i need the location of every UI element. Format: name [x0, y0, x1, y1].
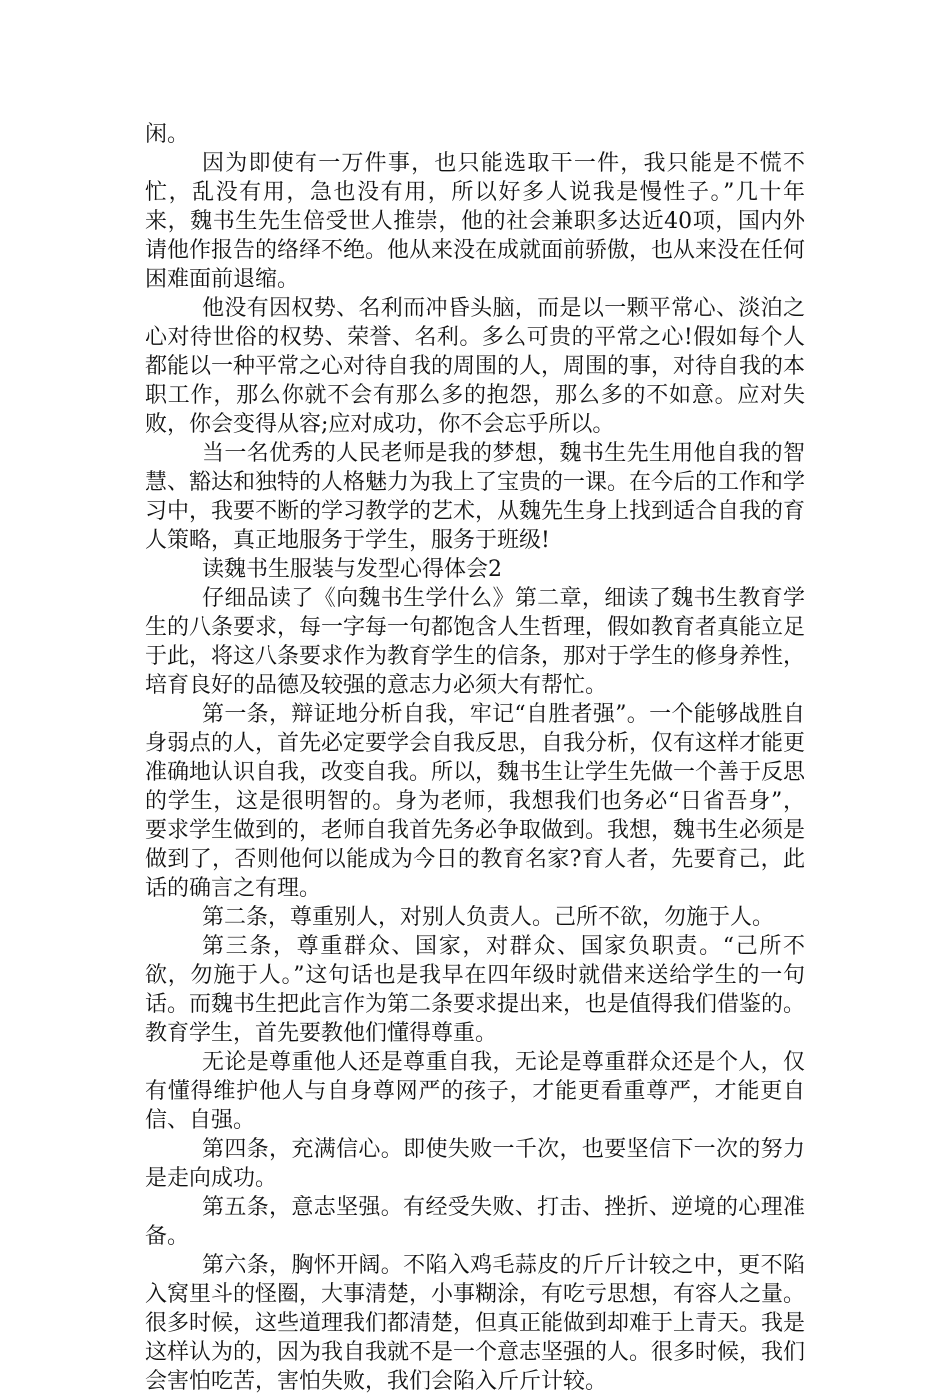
paragraph: 第一条，辩证地分析自我，牢记“自胜者强”。一个能够战胜自身弱点的人，首先必定要学会自我反思，自我分析，仅有这样才能更准确地认识自我，改变自我。所以，魏书生让学生先做一个善于反思的学生，这是很明智的。身为老师，我想我们也务必“日省吾身”，要求学生做到的，老师自我首先务必争取做到。我想，魏书生必须是做到了，否则他何以能成为今日的教育名家?育人者，先要育己，此话的确言之有理。 [145, 702, 806, 901]
paragraph: 无论是尊重他人还是尊重自我，无论是尊重群众还是个人，仅有懂得维护他人与自身尊网严的孩子，才能更看重尊严，才能更自信、自强。 [145, 1050, 805, 1133]
paragraph: 第六条，胸怀开阔。不陷入鸡毛蒜皮的斤斤计较之中，更不陷入窝里斗的怪圈，大事清楚，小事糊涂，有吃亏思想，有容人之量。很多时候，这些道理我们都清楚，但真正能做到却难于上青天。我是这样认为的，因为我自我就不是一个意志坚强的人。很多时候，我们会害怕吃苦，害怕失败，我们会陷入斤斤计较。 [145, 1253, 806, 1394]
paragraph: 第三条，尊重群众、国家，对群众、国家负职责。“己所不欲，勿施于人。”这句话也是我早在四年级时就借来送给学生的一句话。而魏书生把此言作为第二条要求提出来，也是值得我们借鉴的。教育学生，首先要教他们懂得尊重。 [145, 934, 806, 1046]
paragraph: 第四条，充满信心。即使失败一千次，也要坚信下一次的努力是走向成功。 [145, 1137, 805, 1191]
paragraph: 第二条，尊重别人，对别人负责人。己所不欲，勿施于人。 [202, 905, 775, 930]
paragraph: 他没有因权势、名利而冲昏头脑，而是以一颗平常心、淡泊之心对待世俗的权势、荣誉、名利。多么可贵的平常之心!假如每个人都能以一种平常之心对待自我的周围的人，周围的事，对待自我的本职工作，那么你就不会有那么多的抱怨，那么多的不如意。应对失败，你会变得从容;应对成功，你不会忘乎所以。 [145, 296, 806, 437]
paragraph: 仔细品读了《向魏书生学什么》第二章，细读了魏书生教育学生的八条要求，每一字每一句都饱含人生哲理，假如教育者真能立足于此，将这八条要求作为教育学生的信条，那对于学生的修身养性，培育良好的品德及较强的意志力必须大有帮忙。 [145, 586, 806, 698]
document-body [145, 120, 805, 1396]
paragraph: 因为即使有一万件事，也只能选取干一件，我只能是不慌不忙，乱没有用，急也没有用，所以好多人说我是慢性子。”几十年来，魏书生先生倍受世人推崇，他的社会兼职多达近40项，国内外请他作报告的络绎不绝。他从来没在成就面前骄傲，也从来没在任何困难面前退缩。 [145, 151, 806, 292]
paragraph: 当一名优秀的人民老师是我的梦想，魏书生先生用他自我的智慧、豁达和独特的人格魅力为我上了宝贵的一课。在今后的工作和学习中，我要不断的学习教学的艺术，从魏先生身上找到适合自我的育人策略，真正地服务于学生，服务于班级! [145, 441, 806, 553]
section-heading: 读魏书生服装与发型心得体会2 [202, 557, 502, 582]
paragraph: 第五条，意志坚强。有经受失败、打击、挫折、逆境的心理准备。 [145, 1195, 805, 1249]
paragraph-continuation: 闲。 [145, 122, 190, 147]
